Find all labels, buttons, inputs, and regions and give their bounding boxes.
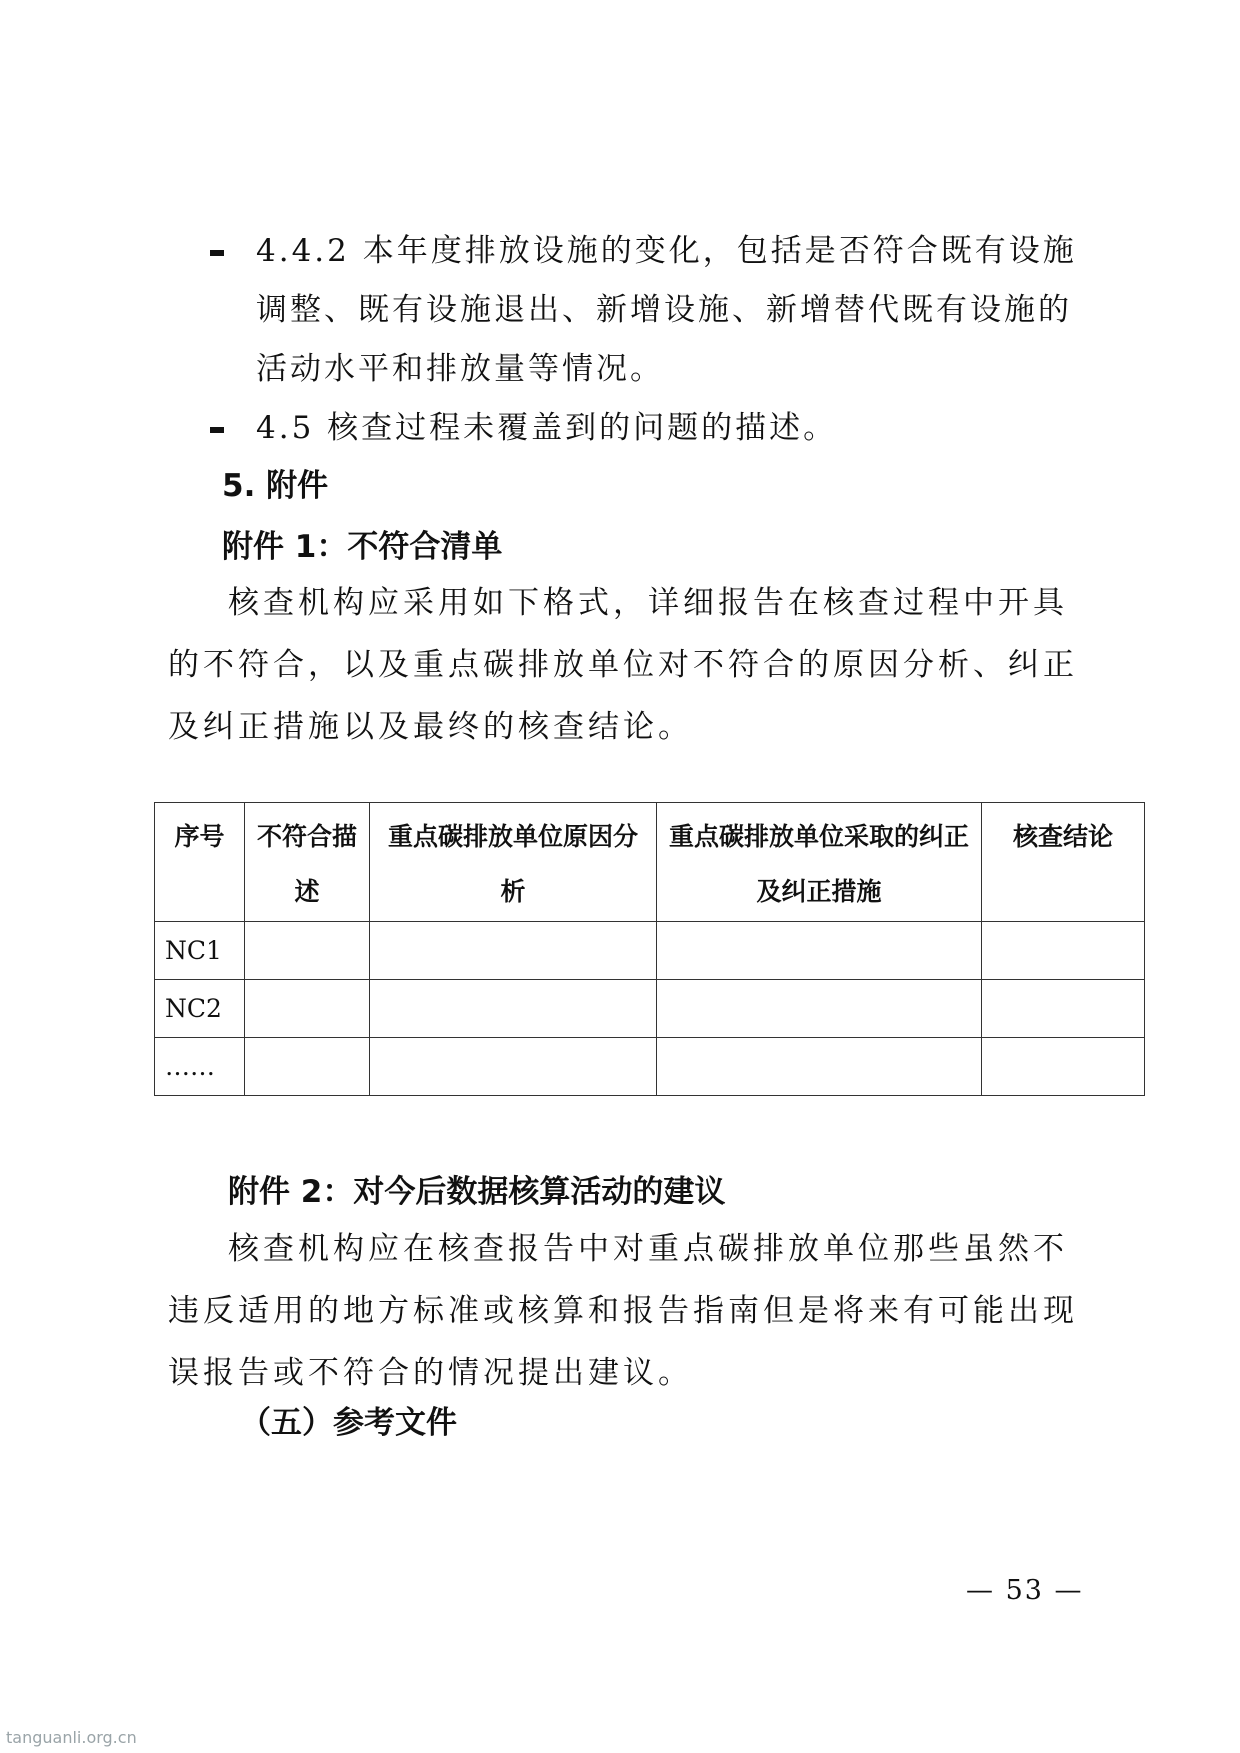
- table-row: [155, 1038, 1145, 1096]
- annex1-title: 附件 1：不符合清单: [222, 529, 503, 565]
- table-cell: [245, 980, 370, 1038]
- table-row: [155, 922, 1145, 980]
- table-cell: NC1: [155, 922, 245, 980]
- bullet-item: [210, 399, 1090, 458]
- bullet-dash-icon: [210, 250, 224, 256]
- table-cell: [982, 1038, 1145, 1096]
- table-header-row: [155, 803, 1145, 922]
- annex1-body: 核查机构应采用如下格式，详细报告在核查过程中开具的不符合，以及重点碳排放单位对不符合的原因分析、纠正及纠正措施以及最终的核查结论。: [168, 585, 1078, 745]
- bullet-item: [210, 222, 1090, 399]
- table-cell: [370, 922, 657, 980]
- annex2-body: 核查机构应在核查报告中对重点碳排放单位那些虽然不违反适用的地方标准或核算和报告指南但是将来有可能出现误报告或不符合的情况提出建议。: [168, 1231, 1078, 1391]
- table-cell: [370, 1038, 657, 1096]
- table-row: [155, 980, 1145, 1038]
- watermark: tanguanli.org.cn: [6, 1728, 137, 1747]
- table-cell: [245, 922, 370, 980]
- bullet-dash-icon: [210, 427, 224, 433]
- table-header-cell: 不符合描述: [245, 803, 370, 922]
- table-cell: [657, 980, 982, 1038]
- nonconformity-table: [154, 802, 1145, 1096]
- section-heading: 5. 附件: [222, 468, 329, 504]
- table-header-cell: 重点碳排放单位原因分析: [370, 803, 657, 922]
- annex2-title: 附件 2：对今后数据核算活动的建议: [228, 1174, 726, 1210]
- table-cell: [245, 1038, 370, 1096]
- page-number: — 53 —: [966, 1575, 1084, 1606]
- table-cell: [370, 980, 657, 1038]
- table-cell: [657, 1038, 982, 1096]
- bullet-text: 4.5 核查过程未覆盖到的问题的描述。: [256, 410, 838, 446]
- table-cell: NC2: [155, 980, 245, 1038]
- table-cell: [982, 922, 1145, 980]
- bullet-text: 4.4.2 本年度排放设施的变化，包括是否符合既有设施调整、既有设施退出、新增设施、新增替代既有设施的活动水平和排放量等情况。: [256, 233, 1077, 387]
- table-header-cell: 序号: [155, 803, 245, 922]
- table-cell: ……: [155, 1038, 245, 1096]
- table-cell: [982, 980, 1145, 1038]
- table-header-cell: 重点碳排放单位采取的纠正及纠正措施: [657, 803, 982, 922]
- section-heading: （五）参考文件: [240, 1405, 457, 1441]
- table-header-cell: 核查结论: [982, 803, 1145, 922]
- table-cell: [657, 922, 982, 980]
